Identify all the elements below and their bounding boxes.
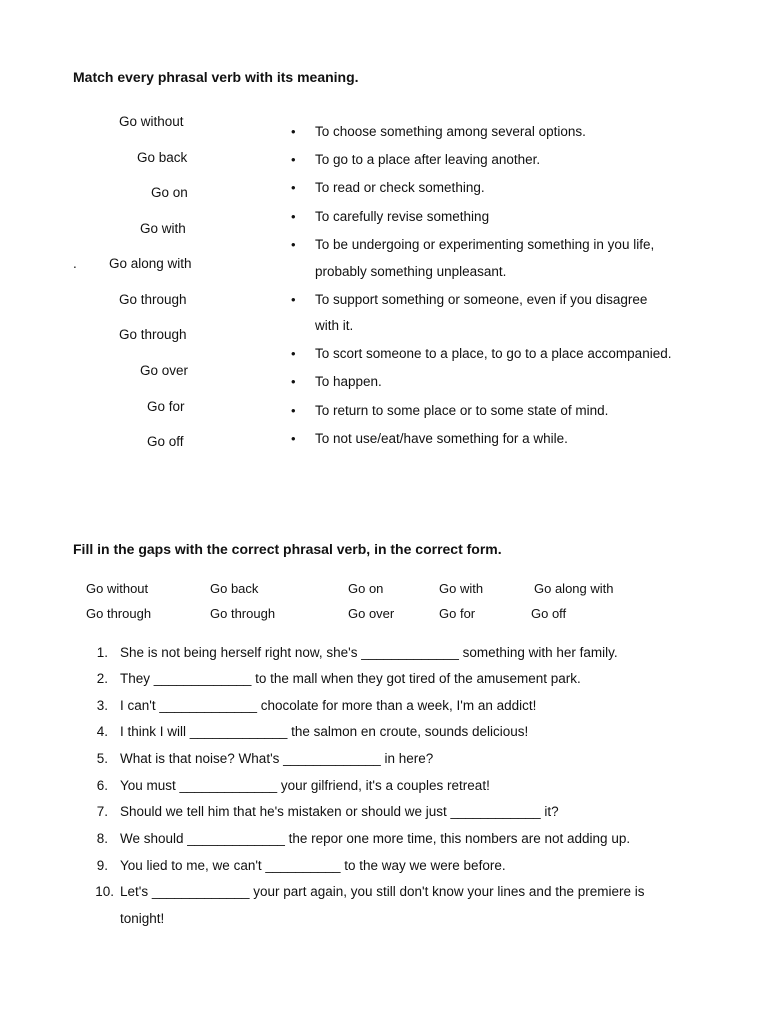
stray-mark: . [73, 256, 77, 271]
bullet: • [291, 431, 296, 446]
verb-item: Go on [151, 185, 188, 200]
meaning-item: To not use/eat/have something for a while. [315, 431, 568, 446]
word-bank-item: Go along with [534, 581, 614, 596]
exercise-sentence: Should we tell him that he's mistaken or should we just ____________ it? [120, 804, 559, 819]
verb-item: Go along with [109, 256, 192, 271]
meaning-item: To go to a place after leaving another. [315, 152, 541, 167]
item-number: 10. [95, 884, 114, 899]
bullet: • [291, 237, 296, 252]
bullet: • [291, 374, 296, 389]
verb-item: Go back [137, 150, 188, 165]
bullet: • [291, 152, 296, 167]
item-number: 3. [96, 698, 108, 713]
exercise-sentence: You lied to me, we can't __________ to the way we were before. [120, 858, 506, 873]
bullet: • [291, 209, 296, 224]
item-number: 2. [96, 671, 108, 686]
verb-item: Go over [140, 363, 189, 378]
word-bank-item: Go through [86, 606, 152, 621]
word-bank-item: Go without [86, 581, 149, 596]
exercise-sentence: What is that noise? What's _____________ in here? [120, 751, 434, 766]
item-number: 8. [96, 831, 108, 846]
section2-title: Fill in the gaps with the correct phrasal verb, in the correct form. [73, 541, 502, 557]
item-number: 9. [96, 858, 108, 873]
meaning-item: To carefully revise something [315, 209, 490, 224]
verb-item: Go for [147, 399, 185, 414]
exercise-sentence-cont: tonight! [120, 911, 165, 926]
exercise-sentence: I think I will _____________ the salmon en croute, sounds delicious! [120, 724, 529, 739]
word-bank-item: Go for [439, 606, 476, 621]
bullet: • [291, 346, 296, 361]
exercise-sentence: You must _____________ your gilfriend, it's a couples retreat! [120, 778, 490, 793]
exercise-sentence: Let's _____________ your part again, you still don't know your lines and the premiere is [120, 884, 645, 899]
meaning-item: To happen. [315, 374, 382, 389]
meaning-item-cont: probably something unpleasant. [315, 264, 507, 279]
meaning-item: To be undergoing or experimenting something in you life, [315, 237, 655, 252]
item-number: 5. [96, 751, 108, 766]
exercise-sentence: I can't _____________ chocolate for more than a week, I'm an addict! [120, 698, 537, 713]
verb-item: Go through [119, 292, 187, 307]
meaning-item: To scort someone to a place, to go to a place accompanied. [315, 346, 672, 361]
exercise-sentence: We should _____________ the repor one more time, this nombers are not adding up. [120, 831, 631, 846]
meaning-item: To choose something among several options. [315, 124, 586, 139]
bullet: • [291, 124, 296, 139]
item-number: 1. [96, 645, 108, 660]
meaning-item: To support something or someone, even if you disagree [315, 292, 648, 307]
verb-item: Go through [119, 327, 187, 342]
meaning-item: To return to some place or to some state of mind. [315, 403, 609, 418]
word-bank-item: Go with [439, 581, 484, 596]
word-bank-item: Go off [531, 606, 567, 621]
item-number: 4. [96, 724, 108, 739]
verb-item: Go with [140, 221, 186, 236]
bullet: • [291, 403, 296, 418]
bullet: • [291, 180, 296, 195]
word-bank-item: Go through [210, 606, 276, 621]
meaning-item-cont: with it. [315, 318, 354, 333]
verb-item: Go off [147, 434, 184, 449]
bullet: • [291, 292, 296, 307]
meaning-item: To read or check something. [315, 180, 485, 195]
word-bank-item: Go back [210, 581, 259, 596]
section1-title: Match every phrasal verb with its meaning. [73, 69, 359, 85]
exercise-sentence: She is not being herself right now, she's _____________ something with her family. [120, 645, 618, 660]
verb-item: Go without [119, 114, 184, 129]
item-number: 7. [96, 804, 108, 819]
item-number: 6. [96, 778, 108, 793]
word-bank-item: Go on [348, 581, 384, 596]
exercise-sentence: They _____________ to the mall when they got tired of the amusement park. [120, 671, 581, 686]
word-bank-item: Go over [348, 606, 395, 621]
